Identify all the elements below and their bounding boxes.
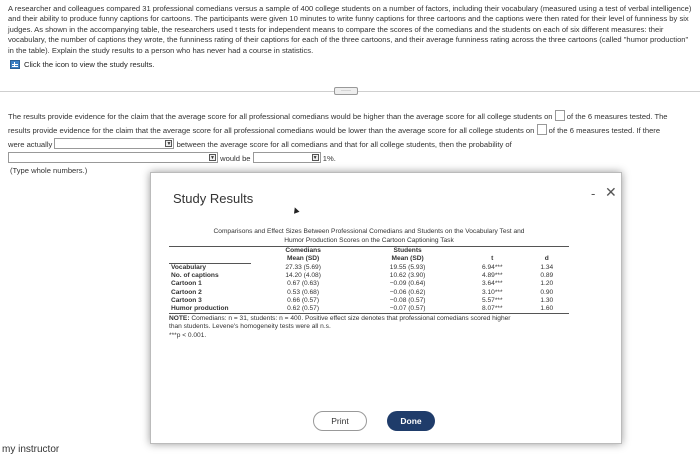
close-icon[interactable]: ✕ (605, 184, 617, 200)
answer-text-2a: results provide evidence for the claim that the average score for all professional comedians would be lower than the average score for all college students on (8, 126, 535, 135)
chevron-down-icon: ▼ (210, 155, 215, 161)
table-row: Cartoon 3 0.66 (0.57) −0.08 (0.57) 5.57*** 1.30 (171, 296, 554, 304)
table-row: Cartoon 2 0.53 (0.68) −0.06 (0.62) 3.10*** 0.90 (171, 288, 554, 296)
problem-text: A researcher and colleagues compared 31 professional comedians versus a sample of 400 college students on a number of factors, including their vocabulary (measured using a test of verbal intelligence) and their ability to produce funny captions for cartoons. The participants were given 10 minutes to write funny captions for three cartoons and the captions were then rated for their level of funniness by six judges. As shown in the accompanying table, the researchers used t tests for independent means to compare the scores of the comedians and the students on each of six different measures: their vocabulary, the number of captions they wrote, the funniness rating of their captions for each of the three cartoons, and their average funniness rating across the three cartoons (called "humor production" in the table). Explain the study results to a person who has never had a course in statistics. (8, 4, 692, 55)
done-button[interactable]: Done (387, 411, 435, 431)
higher-count-input[interactable] (555, 110, 565, 121)
col-mean-sd-1: Mean (SD) (286, 255, 320, 263)
answer-text-2b: of the 6 measures tested. If there (548, 126, 661, 135)
table-row: Cartoon 1 0.67 (0.63) −0.09 (0.64) 3.64*** 1.20 (171, 280, 554, 288)
answer-line-1 (8, 110, 696, 124)
lower-count-input[interactable] (537, 124, 547, 135)
col-comedians: Comedians (251, 247, 355, 256)
caption-line-1: Comparisons and Effect Sizes Between Professional Comedians and Students on the Vocabulary Test and (213, 228, 525, 235)
table-row: No. of captions 14.20 (4.08) 10.62 (3.90) 4.89*** 0.89 (171, 272, 554, 280)
caption-line-2: Humor Production Scores on the Cartoon Captioning Task (284, 236, 454, 244)
result-dropdown[interactable] (8, 152, 218, 163)
note-prefix: NOTE: (169, 315, 190, 323)
answer-text-4a: would be (220, 154, 251, 163)
col-mean-sd-2: Mean (SD) (391, 255, 424, 263)
col-d: d (544, 255, 549, 263)
dialog-title: Study Results (173, 191, 254, 206)
table-row: Vocabulary 27.33 (5.69) 19.55 (5.93) 6.94*** 1.34 (171, 263, 554, 271)
chevron-down-icon: ▼ (166, 141, 172, 147)
answer-area (8, 110, 696, 166)
minimize-icon[interactable]: - (591, 186, 596, 201)
answer-text-1a: The results provide evidence for the claim that the average score for all professional comedians would be higher than the average score for all college students on (8, 112, 553, 121)
print-button[interactable]: Print (313, 411, 367, 431)
table-row: Humor production 0.62 (0.57) −0.07 (0.57) 8.07*** 1.60 (169, 305, 569, 314)
study-results-link[interactable] (10, 60, 154, 69)
answer-text-3b: between the average score for all comedians and that for all college students, then the probability of (176, 140, 512, 149)
mouse-cursor-icon: ▲ (289, 203, 303, 218)
answer-line-4 (8, 152, 696, 166)
difference-dropdown[interactable] (54, 138, 174, 149)
note-line-3: ***p < 0.001. (169, 331, 207, 339)
type-hint: (Type whole numbers.) (10, 166, 88, 175)
note-line-2: than students. Levene's homogeneity tests were all n.s. (169, 323, 331, 331)
header-row-1 (169, 247, 569, 256)
answer-line-3 (8, 138, 696, 152)
table-caption (169, 228, 569, 245)
instructor-link[interactable]: my instructor (2, 444, 60, 455)
header-row-2 (169, 255, 569, 263)
results-table (169, 246, 569, 314)
expand-divider-button[interactable]: ····· (334, 87, 358, 95)
table-icon[interactable] (10, 60, 20, 69)
answer-text-3a: were actually (8, 140, 53, 149)
study-link-label: Click the icon to view the study results. (24, 60, 155, 69)
note-line-1: Comedians: n = 31, students: n = 400. Positive effect size denotes that professional comedians scored higher (189, 315, 511, 323)
answer-line-2 (8, 124, 696, 138)
answer-text-1b: of the 6 measures tested. The (566, 112, 668, 121)
study-table (169, 228, 569, 340)
study-results-dialog (150, 172, 622, 444)
col-t: t (491, 255, 494, 263)
answer-text-4b: 1%. (322, 154, 336, 163)
table-note (169, 315, 569, 340)
comparison-dropdown[interactable] (253, 152, 321, 163)
col-students: Students (355, 247, 460, 256)
chevron-down-icon: ▼ (312, 155, 318, 161)
